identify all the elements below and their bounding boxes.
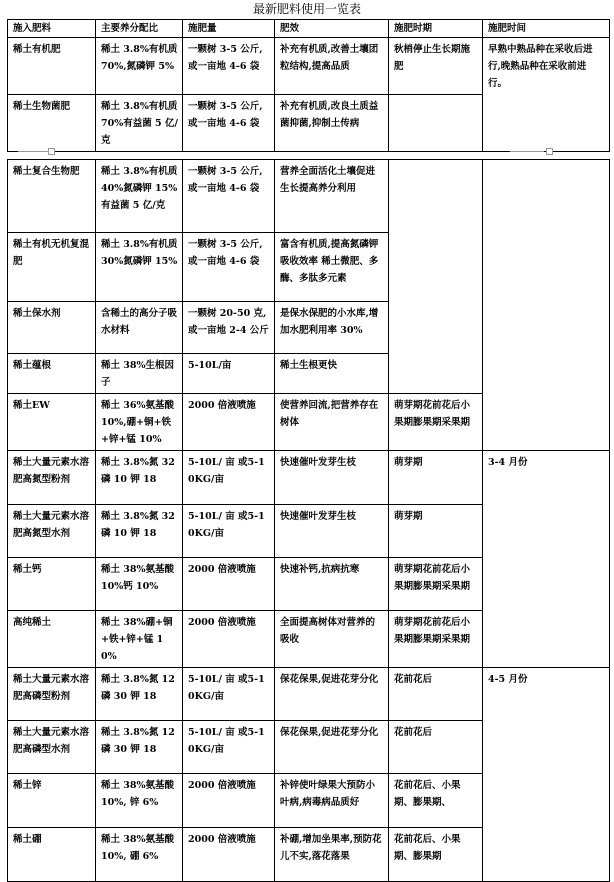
cell-period <box>389 95 483 152</box>
cell-amount: 2000 倍液喷施 <box>183 394 275 451</box>
page-break-marker <box>18 151 52 152</box>
cell-fertilizer: 稀土复合生物肥 <box>8 160 96 233</box>
table-header-row <box>8 20 610 38</box>
cell-amount: 一颗树 20-50 克,或一亩地 2-4 公斤 <box>183 302 275 354</box>
cell-period: 萌芽期 <box>389 451 483 505</box>
page-break-marker <box>510 151 544 152</box>
cell-amount: 5-10L/亩 <box>183 354 275 394</box>
cell-fertilizer: 稀土大量元素水溶肥高氮型水剂 <box>8 505 96 558</box>
cell-fertilizer: 稀土有机肥 <box>8 38 96 95</box>
cell-effect: 使营养回流,把营养存在树体 <box>275 394 389 451</box>
cell-period: 花前花后 <box>389 721 483 774</box>
header-time: 施肥时间 <box>483 20 610 38</box>
cell-nutrient-ratio: 稀土 3.8%有机质 70%有益菌 5 亿/克 <box>96 95 183 152</box>
cell-nutrient-ratio: 含稀土的高分子吸水材料 <box>96 302 183 354</box>
cell-time: 早熟中熟品种在采收后进行,晚熟品种在采收前进行。 <box>483 38 610 152</box>
cell-nutrient-ratio: 稀土 3.8%有机质 40%氮磷钾 15%有益菌 5 亿/克 <box>96 160 183 233</box>
cell-effect: 补锌使叶绿果大预防小叶病,病毒病品质好 <box>275 774 389 828</box>
cell-amount: 5-10L/ 亩 或5-10KG/亩 <box>183 721 275 774</box>
cell-period: 花前花后 <box>389 668 483 721</box>
cell-nutrient-ratio: 稀土 38%氨基酸 10%, 硼 6% <box>96 828 183 882</box>
page-title: 最新肥料使用一览表 <box>252 2 361 16</box>
cell-effect: 保花保果,促进花芽分化 <box>275 668 389 721</box>
cell-period: 萌芽期 <box>389 505 483 558</box>
cell-effect: 快速催叶发芽生枝 <box>275 505 389 558</box>
cell-fertilizer: 稀土钙 <box>8 558 96 611</box>
cell-period: 花前花后、小果期、膨果期 <box>389 828 483 882</box>
cell-amount: 2000 倍液喷施 <box>183 774 275 828</box>
cell-effect: 是保水保肥的小水库,增加水肥利用率 30% <box>275 302 389 354</box>
cell-fertilizer: 高纯稀土 <box>8 611 96 668</box>
cell-nutrient-ratio: 稀土 3.8%氮 32磷 10 钾 18 <box>96 505 183 558</box>
cell-effect: 补硼,增加坐果率,预防花儿不实,落花落果 <box>275 828 389 882</box>
header-fertilizer: 施入肥料 <box>8 20 96 38</box>
cell-effect: 补充有机质,改良土质益菌抑菌,抑制土传病 <box>275 95 389 152</box>
cell-period: 萌芽期花前花后小果期膨果期采果期 <box>389 611 483 668</box>
cell-nutrient-ratio: 稀土 38%氨基酸 10%钙 10% <box>96 558 183 611</box>
cell-fertilizer: 稀土EW <box>8 394 96 451</box>
cell-fertilizer: 稀土保水剂 <box>8 302 96 354</box>
cell-time: 3-4 月份 <box>483 451 610 668</box>
cell-amount: 5-10L/ 亩 或5-10KG/亩 <box>183 451 275 505</box>
page-break-handle <box>546 148 553 155</box>
cell-amount: 一颗树 3-5 公斤,或一亩地 4-6 袋 <box>183 233 275 302</box>
cell-effect: 全面提高树体对营养的吸收 <box>275 611 389 668</box>
cell-period: 花前花后、小果期、膨果期、 <box>389 774 483 828</box>
cell-fertilizer: 稀土蕴根 <box>8 354 96 394</box>
fertilizer-table-part-1 <box>7 19 610 152</box>
cell-fertilizer: 稀土硼 <box>8 828 96 882</box>
cell-amount: 5-10L/ 亩 或5-10KG/亩 <box>183 505 275 558</box>
cell-effect: 补充有机质,改善土壤团粒结构,提高品质 <box>275 38 389 95</box>
cell-fertilizer: 稀土大量元素水溶肥高磷型水剂 <box>8 721 96 774</box>
cell-nutrient-ratio: 稀土 38%硼+铜+铁+锌+锰 10% <box>96 611 183 668</box>
cell-effect: 营养全面活化土壤促进生长提高养分利用 <box>275 160 389 233</box>
cell-period: 秋梢停止生长期施肥 <box>389 38 483 95</box>
cell-fertilizer: 稀土有机无机复混肥 <box>8 233 96 302</box>
cell-amount: 一颗树 3-5 公斤,或一亩地 4-6 袋 <box>183 160 275 233</box>
fertilizer-table-part-2 <box>7 159 610 882</box>
cell-fertilizer: 稀土锌 <box>8 774 96 828</box>
cell-amount: 2000 倍液喷施 <box>183 611 275 668</box>
cell-effect: 快速补钙,抗病抗寒 <box>275 558 389 611</box>
cell-fertilizer: 稀土大量元素水溶肥高磷型粉剂 <box>8 668 96 721</box>
cell-fertilizer: 稀土生物菌肥 <box>8 95 96 152</box>
cell-effect: 快速催叶发芽生枝 <box>275 451 389 505</box>
cell-period: 萌芽期花前花后小果期膨果期采果期 <box>389 558 483 611</box>
header-effect: 肥效 <box>275 20 389 38</box>
header-amount: 施肥量 <box>183 20 275 38</box>
cell-amount: 一颗树 3-5 公斤,或一亩地 4-6 袋 <box>183 95 275 152</box>
cell-time: 4-5 月份 <box>483 668 610 882</box>
cell-effect: 保花保果,促进花芽分化 <box>275 721 389 774</box>
cell-period: 萌芽期花前花后小果期膨果期采果期 <box>389 394 483 451</box>
cell-effect: 富含有机质,提高氮磷钾吸收效率 稀土微肥、多酶、多肽多元素 <box>275 233 389 302</box>
cell-fertilizer: 稀土大量元素水溶肥高氮型粉剂 <box>8 451 96 505</box>
header-nutrient-ratio: 主要养分配比 <box>96 20 183 38</box>
cell-amount: 5-10L/ 亩 或5-10KG/亩 <box>183 668 275 721</box>
table-row <box>8 668 610 721</box>
header-period: 施肥时期 <box>389 20 483 38</box>
page-break-handle <box>48 148 55 155</box>
cell-time <box>483 160 610 451</box>
cell-effect: 稀土生根更快 <box>275 354 389 394</box>
cell-nutrient-ratio: 稀土 3.8%有机质 70%,氮磷钾 5% <box>96 38 183 95</box>
cell-nutrient-ratio: 稀土 36%氨基酸 10%,硼+铜+铁+锌+锰 10% <box>96 394 183 451</box>
table-row <box>8 160 610 233</box>
table-row <box>8 451 610 505</box>
cell-nutrient-ratio: 稀土 38%生根因子 <box>96 354 183 394</box>
cell-nutrient-ratio: 稀土 3.8%氮 12磷 30 钾 18 <box>96 721 183 774</box>
table-row <box>8 38 610 95</box>
cell-nutrient-ratio: 稀土 38%氨基酸 10%, 锌 6% <box>96 774 183 828</box>
cell-nutrient-ratio: 稀土 3.8%氮 32磷 10 钾 18 <box>96 451 183 505</box>
cell-nutrient-ratio: 稀土 3.8%氮 12磷 30 钾 18 <box>96 668 183 721</box>
cell-period <box>389 160 483 394</box>
cell-amount: 2000 倍液喷施 <box>183 828 275 882</box>
cell-amount: 一颗树 3-5 公斤,或一亩地 4-6 袋 <box>183 38 275 95</box>
cell-nutrient-ratio: 稀土 3.8%有机质 30%氮磷钾 15% <box>96 233 183 302</box>
cell-amount: 2000 倍液喷施 <box>183 558 275 611</box>
